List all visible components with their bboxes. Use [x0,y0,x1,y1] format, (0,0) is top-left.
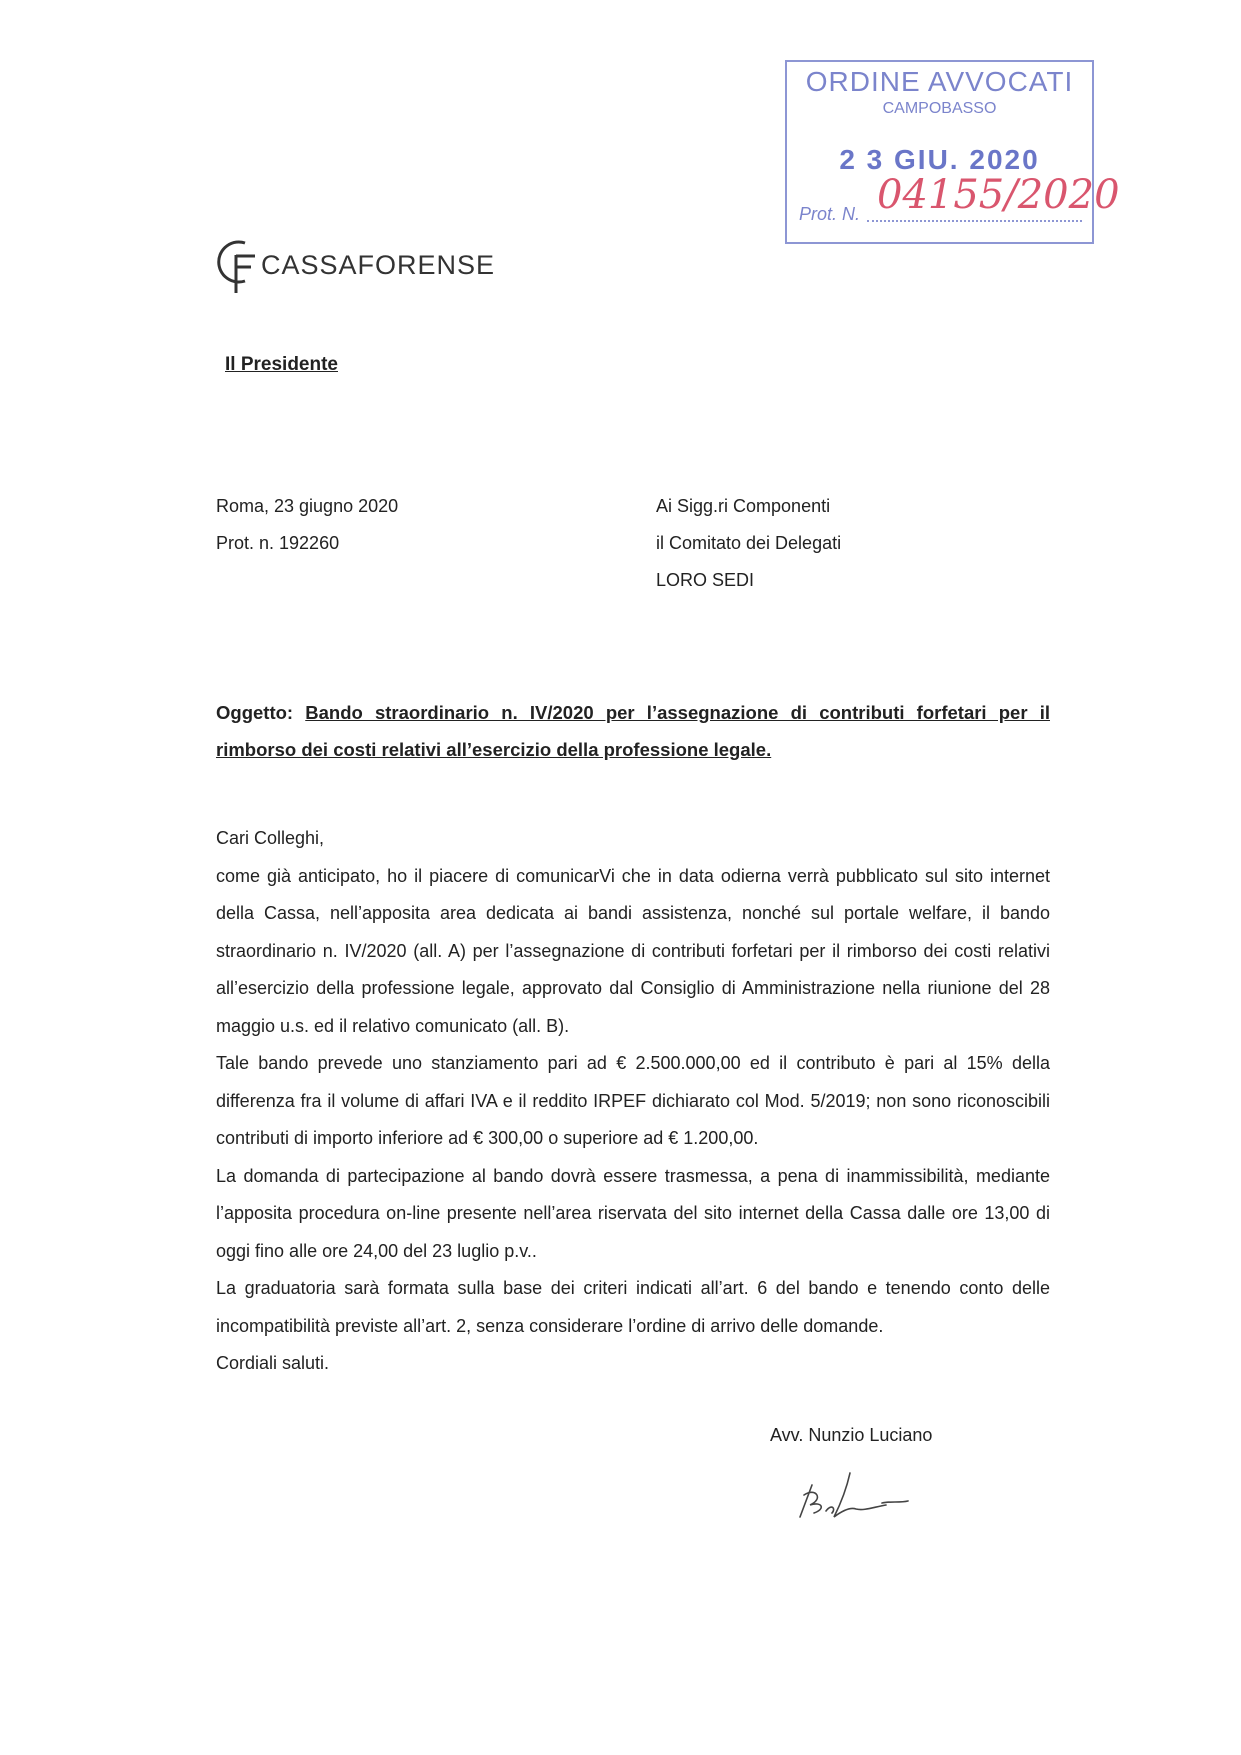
stamp-city: CAMPOBASSO [882,100,997,117]
protocol-number: Prot. n. 192260 [216,533,340,553]
stamp-dotted-line [867,220,1082,222]
recipient-line: il Comitato dei Delegati [656,533,842,553]
stamp-protocol-number: 04155/2020 [877,172,1120,218]
recipient-line: LORO SEDI [656,570,755,590]
salutation: Cari Colleghi, [216,828,325,848]
subject-text: Bando straordinario n. IV/2020 per l’assegnazione di contributi forfetari per il rimborso dei costi relativi all’esercizio della professione legale. [216,702,1050,760]
logo-name: CASSAFORENSE [261,249,496,280]
cf-monogram-icon [215,235,259,295]
letter-body [216,820,1050,1383]
recipients [656,488,841,599]
closing: Cordiali saluti. [216,1353,330,1373]
cassaforense-logo [215,235,495,295]
signature-icon [790,1465,920,1525]
sender-title: Il Presidente [225,354,338,375]
signer-name: Avv. Nunzio Luciano [770,1425,933,1445]
body-paragraph: La graduatoria sarà formata sulla base dei criteri indicati all’art. 6 del bando e tenendo conto delle incompatibilità previste all’art. 2, senza considerare l’ordine di arrivo delle domande. [216,1278,1050,1336]
letter-header [216,488,398,562]
stamp-date: 2 3 GIU. 2020 [839,144,1040,175]
reception-stamp [785,60,1120,244]
recipient-line: Ai Sigg.ri Componenti [656,496,831,516]
body-paragraph: Tale bando prevede uno stanziamento pari ad € 2.500.000,00 ed il contributo è pari al 15% della differenza fra il volume di affari IVA e il reddito IRPEF dichiarato col Mod. 5/2019; non sono riconoscibili contributi di importo inferiore ad € 300,00 o superiore ad € 1.200,00. [216,1053,1050,1148]
body-paragraph: La domanda di partecipazione al bando dovrà essere trasmessa, a pena di inammissibilità, mediante l’apposita procedura on-line presente nell’area riservata del sito internet della Cassa dalle ore 13,00 di oggi fino alle ore 24,00 del 23 luglio p.v.. [216,1165,1050,1261]
body-paragraph: come già anticipato, ho il piacere di comunicarVi che in data odierna verrà pubblicato sul sito internet della Cassa, nell’apposita area dedicata ai bandi assistenza, nonché sul portale welfare, il bando straordinario n. IV/2020 (all. A) per l’assegnazione di contributi forfetari per il rimborso dei costi relativi all’esercizio della professione legale, approvato dal Consiglio di Amministrazione nella riunione del 28 maggio u.s. ed il relativo comunicato (all. B). [216,865,1050,1036]
subject [216,694,1050,768]
place-date: Roma, 23 giugno 2020 [216,496,399,516]
subject-label: Oggetto: [216,702,294,723]
stamp-protocol-label: Prot. N. [799,204,861,224]
stamp-organization: ORDINE AVVOCATI [805,66,1074,97]
